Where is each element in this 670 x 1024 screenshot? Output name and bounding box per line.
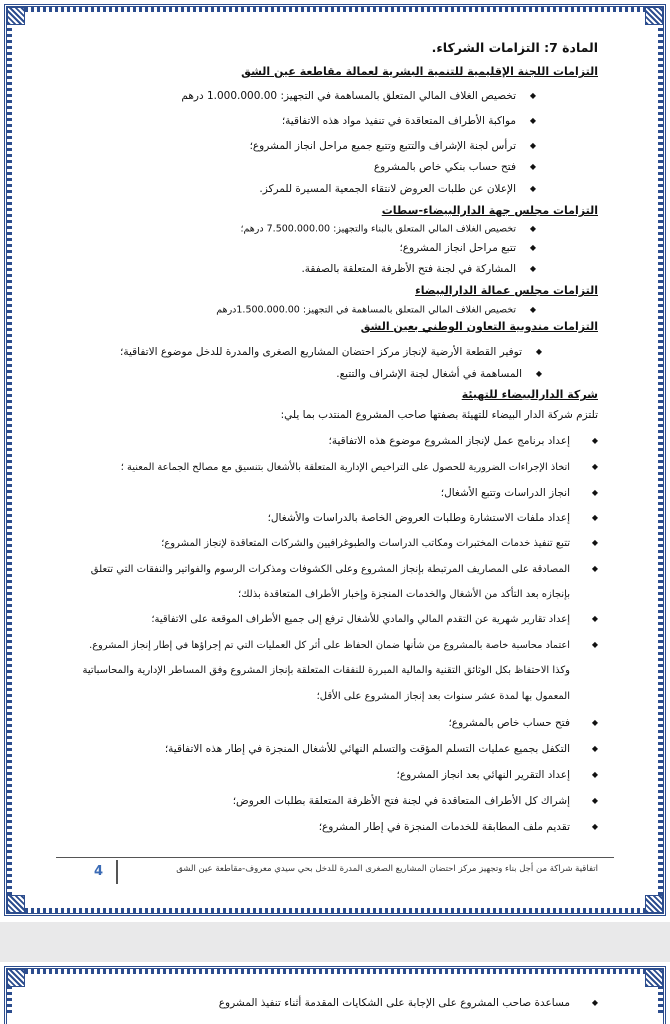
border-pattern-bottom (25, 908, 645, 913)
bullet-icon: ◆ (591, 488, 598, 497)
bullet-icon: ◆ (529, 224, 536, 233)
list-item: ◆تتبع تنفيذ خدمات المختبرات ومكاتب الدراسات والطبوغرافيين والشركات المتعاقدة لإنجاز المشروع؛ (161, 538, 598, 549)
page-border (4, 966, 666, 1024)
list-item: ◆تقديم ملف المطابقة للخدمات المنجزة في إطار المشروع؛ (318, 821, 598, 833)
bullet-icon: ◆ (535, 347, 542, 356)
border-corner (645, 895, 663, 913)
bullet-icon: ◆ (529, 162, 536, 171)
list-item: ◆تخصيص الغلاف المالي المتعلق بالبناء والتجهيز: 7.500.000.00 درهم؛ (240, 223, 536, 235)
list-item: ◆المشاركة في لجنة فتح الأظرفة المتعلقة بالصفقة. (301, 263, 536, 275)
section-heading: شركة الدارالبيضاء للتهيئة (461, 388, 598, 401)
bullet-icon: ◆ (591, 436, 598, 445)
article-title: المادة 7: التزامات الشركاء. (431, 40, 598, 55)
border-corner (645, 7, 663, 25)
border-corner (7, 895, 25, 913)
border-corner (7, 969, 25, 987)
list-item: ◆الإعلان عن طلبات العروض لانتقاء الجمعية المسيرة للمركز. (259, 183, 536, 195)
list-item: ◆إعداد ملفات الاستشارة وطلبات العروض الخاصة بالدراسات والأشغال؛ (267, 512, 598, 524)
section-heading: التزامات اللجنة الإقليمية للتنمية البشرية لعمالة مقاطعة عين الشق (241, 65, 598, 78)
bullet-icon: ◆ (591, 614, 598, 623)
footer-divider (56, 857, 614, 858)
border-corner (645, 969, 663, 987)
border-pattern-right (658, 25, 663, 895)
document-page-2 (0, 962, 670, 1024)
list-item: ◆إعداد برنامج عمل لإنجاز المشروع موضوع هذه الاتفاقية؛ (328, 435, 598, 447)
list-item: ◆اعتماد محاسبة خاصة بالمشروع من شأنها ضمان الحفاظ على أثر كل العمليات التي تم إجراؤها في إطار إنجاز المشروع. (89, 640, 598, 651)
border-pattern-top (25, 969, 645, 974)
bullet-icon: ◆ (529, 243, 536, 252)
bullet-icon: ◆ (529, 141, 536, 150)
bullet-icon: ◆ (591, 796, 598, 805)
list-item: ◆تتبع مراحل انجاز المشروع؛ (399, 242, 536, 254)
list-item: ◆انجاز الدراسات وتتبع الأشغال؛ (440, 487, 598, 499)
bullet-icon: ◆ (591, 770, 598, 779)
list-item: ◆المساهمة في أشغال لجنة الإشراف والتتبع. (336, 368, 542, 380)
list-item-continuation: بإنجازه بعد التأكد من الأشغال والخدمات المنجزة وإخبار الأطراف المتعاقدة بذلك؛ (238, 589, 570, 600)
bullet-icon: ◆ (591, 822, 598, 831)
bullet-icon: ◆ (591, 640, 598, 649)
list-item: ◆إعداد التقرير النهائي بعد انجاز المشروع؛ (396, 769, 598, 781)
list-item: ◆إشراك كل الأطراف المتعاقدة في لجنة فتح الأظرفة المتعلقة بطلبات العروض؛ (232, 795, 598, 807)
bullet-icon: ◆ (591, 462, 598, 471)
list-item: ◆توفير القطعة الأرضية لإنجاز مركز احتضان المشاريع الصغرى والمدرة للدخل موضوع الاتفاقية؛ (120, 346, 542, 358)
section-heading: التزامات مندوبية التعاون الوطني بعين الشق (360, 320, 598, 333)
bullet-icon: ◆ (535, 369, 542, 378)
border-pattern-right (658, 987, 663, 1013)
list-item: ◆تخصيص الغلاف المالي المتعلق بالمساهمة في التجهيز: 1.000.000.00 درهم (181, 90, 536, 102)
list-item: ◆اتخاذ الإجراءات الضرورية للحصول على التراخيص الإدارية المتعلقة بالأشغال بتنسيق مع مصالح الجماعة المعنية ؛ (120, 462, 598, 473)
list-item: ◆المصادقة على المصاريف المرتبطة بإنجاز المشروع وعلى الكشوفات ومذكرات الرسوم والفواتير والنفقات التي تتعلق (90, 564, 598, 575)
border-pattern-left (7, 987, 12, 1013)
intro-paragraph: تلتزم شركة الدار البيضاء للتهيئة بصفتها صاحب المشروع المنتدب بما يلي: (280, 409, 598, 421)
bullet-icon: ◆ (529, 91, 536, 100)
border-pattern-left (7, 25, 12, 895)
footer-text: اتفاقية شراكة من أجل بناء وتجهيز مركز احتضان المشاريع الصغرى المدرة للدخل بحي سيدي معروف-مقاطعة عين الشق (176, 864, 598, 874)
bullet-icon: ◆ (591, 564, 598, 573)
list-item: ◆مساعدة صاحب المشروع على الإجابة على الشكايات المقدمة أثناء تنفيذ المشروع (218, 997, 598, 1009)
bullet-icon: ◆ (591, 538, 598, 547)
bullet-icon: ◆ (529, 116, 536, 125)
section-heading: التزامات مجلس جهة الدارالبيضاء-سطات (381, 204, 598, 217)
bullet-icon: ◆ (591, 718, 598, 727)
bullet-icon: ◆ (529, 305, 536, 314)
page-number: 4 (94, 864, 104, 879)
list-item: ◆فتح حساب خاص بالمشروع؛ (448, 717, 598, 729)
list-item-continuation: المعمول بها لمدة عشر سنوات بعد إنجاز المشروع على الأقل؛ (316, 691, 570, 702)
bullet-icon: ◆ (591, 998, 598, 1007)
bullet-icon: ◆ (529, 264, 536, 273)
bullet-icon: ◆ (591, 744, 598, 753)
list-item: ◆ترأس لجنة الإشراف والتتبع وتتبع جميع مراحل انجاز المشروع؛ (249, 140, 536, 152)
bullet-icon: ◆ (529, 184, 536, 193)
border-corner (7, 7, 25, 25)
bullet-icon: ◆ (591, 513, 598, 522)
list-item: ◆فتح حساب بنكي خاص بالمشروع (373, 161, 536, 173)
border-pattern-top (25, 7, 645, 12)
list-item: ◆التكفل بجميع عمليات التسلم المؤقت والتسلم النهائي للأشغال المنجزة في إطار هذه الاتفاقية؛ (164, 743, 598, 755)
footer-separator (116, 860, 118, 884)
section-heading: التزامات مجلس عمالة الدارالبيضاء (415, 284, 598, 297)
list-item: ◆مواكبة الأطراف المتعاقدة في تنفيذ مواد هذه الاتفاقية؛ (281, 115, 536, 127)
list-item: ◆إعداد تقارير شهرية عن التقدم المالي والمادي للأشغال ترفع إلى جميع الأطراف الموقعة على الاتفاقية؛ (151, 614, 598, 625)
list-item: ◆تخصيص الغلاف المالي المتعلق بالمساهمة في التجهيز: 1.500.000.00درهم (216, 304, 536, 316)
list-item-continuation: وكذا الاحتفاظ بكل الوثائق التقنية والمالية المبررة للنفقات المتعلقة بإنجاز المشروع وفق المساطر الإدارية والمحاسباتية (82, 665, 570, 676)
